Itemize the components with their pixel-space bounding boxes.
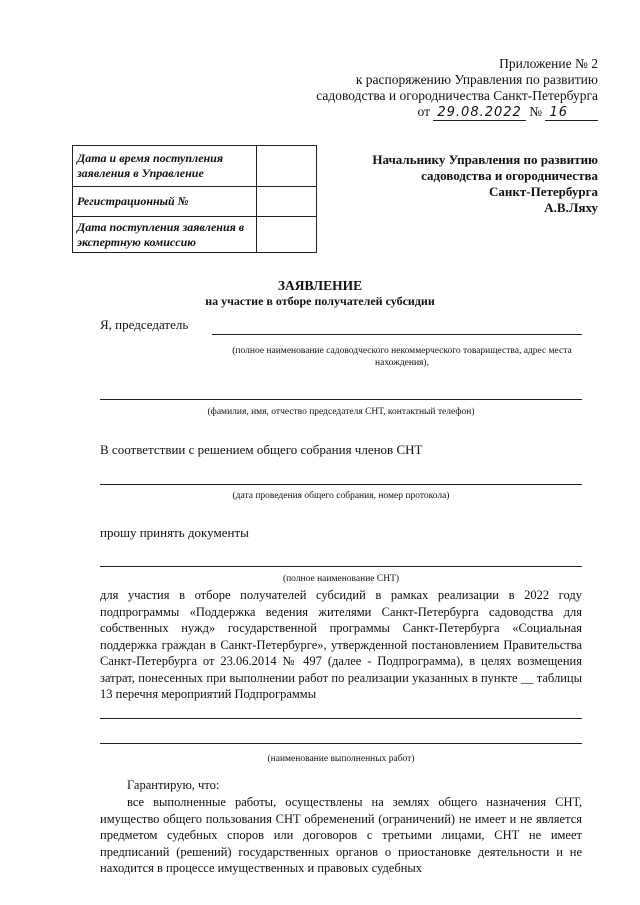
meeting-caption: (дата проведения общего собрания, номер протокола) [232, 491, 450, 501]
guarantee-text: Гарантирую, что: [127, 778, 220, 792]
number-prefix: № [529, 104, 543, 119]
chairman-fio-caption: (фамилия, имя, отчество председателя СНТ, контактный телефон) [207, 407, 475, 417]
body-paragraph: для участия в отборе получателей субсидий в рамках реализации в 2022 году подпрограммы «Поддержка ведения жителями Санкт-Петербурга садоводства для собственных нужд» государственной программы Санкт-Петербурга «Социальная поддержка граждан в Санкт-Петербурге», утвержденной постановлением Правительства Санкт-Петербурга от 23.06.2014 № 497 (далее - Подпрограмма), в целях возмещения затрат, понесенных при выполнении работ по реализации указанных в пункте __ таблицы 13 перечня мероприятий Подпрограммы [100, 588, 582, 701]
addressee-line-2: садоводства и огородничества [421, 168, 598, 183]
reg-number-value [257, 187, 317, 217]
registration-table [72, 145, 317, 253]
decision-text: В соответствии с решением общего собрания членов СНТ [100, 442, 423, 457]
reg-number-label: Регистрационный № [73, 187, 257, 217]
chairman-fio-line [100, 399, 582, 400]
snt-name-caption: (полное наименование СНТ) [282, 574, 400, 584]
reg-received-label: Дата и время поступления заявления в Управление [73, 146, 257, 187]
request-text: прошу принять документы [100, 525, 249, 540]
table-row [73, 146, 317, 187]
meeting-line [100, 484, 582, 485]
works-line-1 [100, 718, 582, 719]
document-title: ЗАЯВЛЕНИЕ [277, 278, 363, 293]
addressee-block [372, 152, 598, 216]
addressee-line-3: Санкт-Петербурга [489, 184, 598, 199]
appendix-date-line [316, 104, 598, 121]
document-subtitle: на участие в отборе получателей субсидии [205, 294, 435, 308]
works-line-2 [100, 743, 582, 744]
appendix-line-3: садоводства и огородничества Санкт-Петербурга [316, 88, 598, 103]
table-row [73, 187, 317, 217]
appendix-header [316, 56, 598, 121]
snt-name-line [100, 566, 582, 567]
reg-commission-label: Дата поступления заявления в экспертную комиссию [73, 217, 257, 253]
snt-full-name-caption: (полное наименование садоводческого некоммерческого товарищества, адрес места нахождения), [232, 346, 572, 368]
snt-full-name-line [212, 334, 582, 335]
chairman-label: Я, председатель [100, 317, 189, 332]
reg-received-value [257, 146, 317, 187]
appendix-line-1: Приложение № 2 [499, 56, 598, 71]
date-prefix: от [417, 104, 430, 119]
works-caption: (наименование выполненных работ) [267, 754, 415, 764]
guarantee-paragraph: все выполненные работы, осуществлены на землях общего назначения СНТ, имущество общего пользования СНТ обременений (ограничений) не имеет и не является предметом судебных споров или договоров с третьими лицами, СНТ не имеет предписаний (решений) государственных органов о приостановке деятельности и не находится в процессе имущественных и правовых судебных [100, 795, 582, 875]
addressee-line-4: А.В.Ляху [544, 200, 598, 215]
addressee-line-1: Начальнику Управления по развитию [372, 152, 598, 167]
reg-commission-value [257, 217, 317, 253]
number-value: 16 [545, 105, 598, 121]
appendix-line-2: к распоряжению Управления по развитию [355, 72, 598, 87]
date-value: 29.08.2022 [433, 105, 525, 121]
table-row [73, 217, 317, 253]
